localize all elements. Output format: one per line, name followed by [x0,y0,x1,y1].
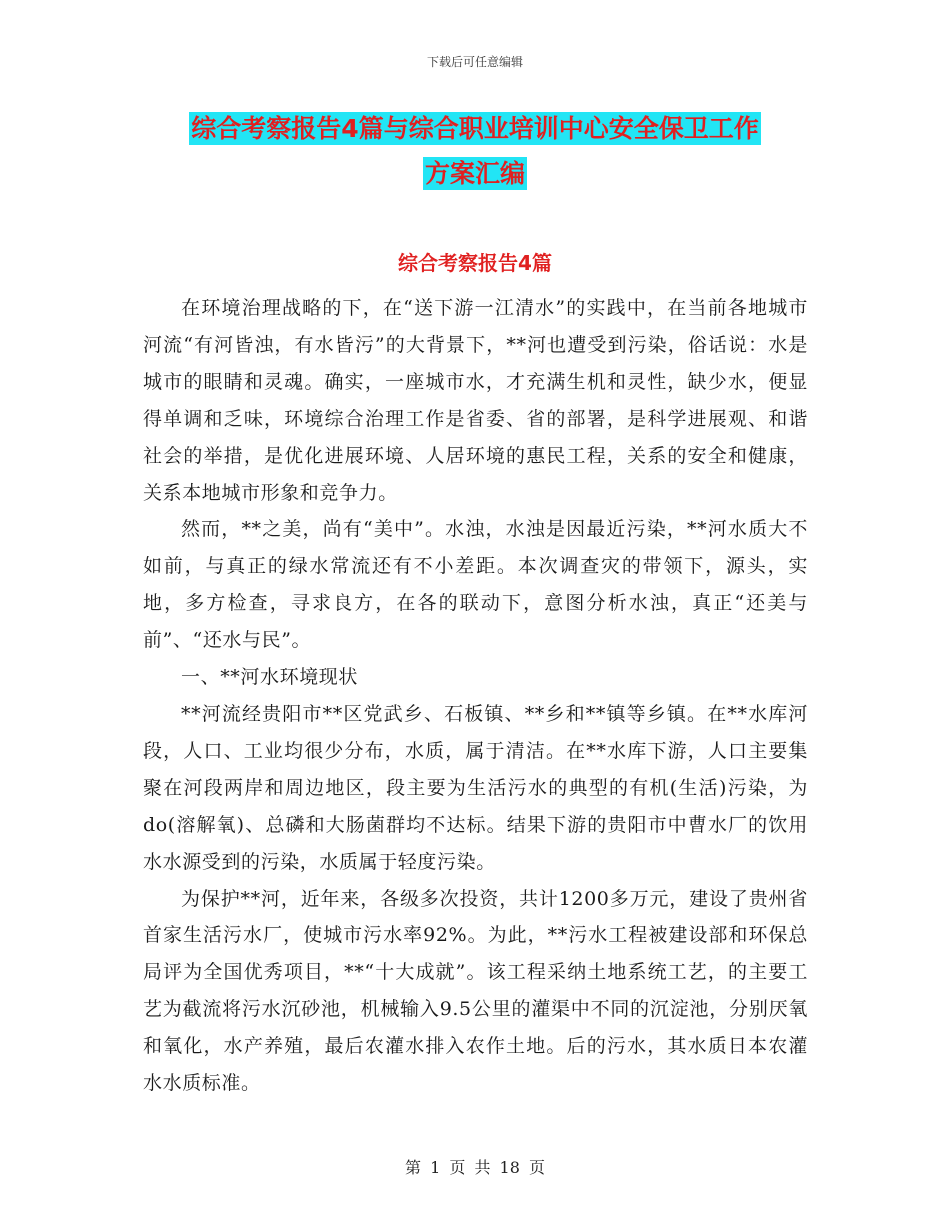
header-note: 下载后可任意编辑 [426,55,523,69]
paragraph: 为保护**河，近年来，各级多次投资，共计1200多万元，建设了贵州省首家生活污水厂，使城市污水率92%。为此，**污水工程被建设部和环保总局评为全国优秀项目，**“十大成就”。该工程采纳土地系统工艺，的主要工艺为截流将污水沉砂池，机械输入9.5公里的灌渠中不同的沉淀池，分别厌氧和氧化，水产养殖，最后农灌水排入农作土地。后的污水，其水质日本农灌水水质标准。 [143,887,808,1095]
document-title-line-1: 综合考察报告4篇与综合职业培训中心安全保卫工作 [191,114,759,143]
page-footer: 第 1 页 共 18 页 [405,1158,545,1177]
paragraph: 在环境治理战略的下，在“送下游一江清水”的实践中，在当前各地城市河流“有河皆浊，有水皆污”的大背景下，**河也遭受到污染，俗话说：水是城市的眼睛和灵魂。确实，一座城市水，才充满生机和灵性，缺少水，便显得单调和乏味，环境综合治理工作是省委、省的部署，是科学进展观、和谐社会的举措，是优化进展环境、人居环境的惠民工程，关系的安全和健康，关系本地城市形象和竞争力。 [143,297,808,504]
paragraph: 然而，**之美，尚有“美中”。水浊，水浊是因最近污染，**河水质大不如前，与真正的绿水常流还有不小差距。本次调查灾的带领下，源头，实地，多方检查，寻求良方，在各的联动下，意图分析水浊，真正“还美与前”、“还水与民”。 [143,518,808,652]
document-title [140,106,810,196]
body-text [143,290,808,1102]
subheading: 一、**河水环境现状 [181,666,359,689]
section-title: 综合考察报告4篇 [398,251,552,275]
document-title-line-2: 方案汇编 [424,159,525,188]
paragraph: **河流经贵阳市**区党武乡、石板镇、**乡和**镇等乡镇。在**水库河段，人口、工业均很少分布，水质，属于清洁。在**水库下游，人口主要集聚在河段两岸和周边地区，段主要为生活污水的典型的有机(生活)污染，为do(溶解氧)、总磷和大肠菌群均不达标。结果下游的贵阳市中曹水厂的饮用水水源受到的污染，水质属于轻度污染。 [143,702,808,873]
